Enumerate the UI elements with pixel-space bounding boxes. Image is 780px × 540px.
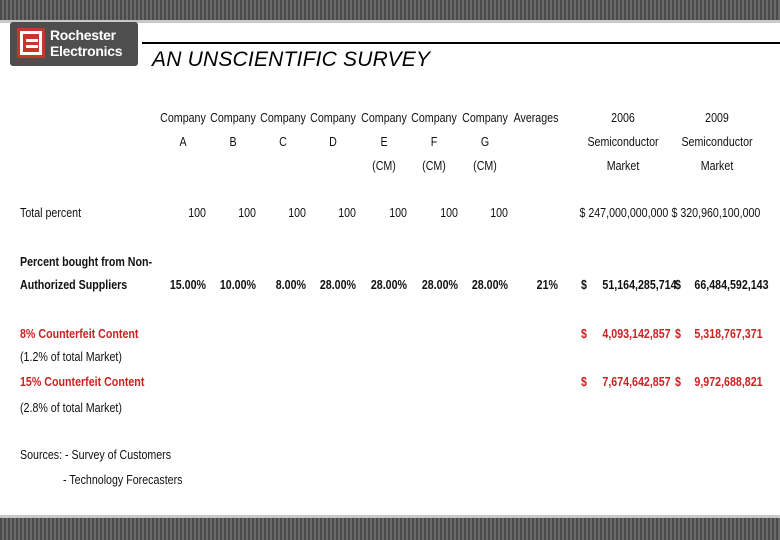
- total-2006-market: $ 247,000,000,000: [579, 205, 669, 220]
- header-2006-market: 2006 Semiconductor Market: [587, 110, 659, 173]
- header-company-f: Company F (CM): [411, 110, 457, 173]
- header-averages: Averages: [513, 110, 559, 125]
- slide-title: AN UNSCIENTIFIC SURVEY: [152, 48, 431, 71]
- row-label-cf8-line2: (1.2% of total Market): [20, 349, 122, 364]
- logo-text-line2: Electronics: [50, 43, 123, 59]
- row-label-cf8-line1: 8% Counterfeit Content: [20, 326, 139, 341]
- header-company-c: Company C: [260, 110, 306, 149]
- nonauth-average: 21%: [536, 277, 558, 292]
- rochester-electronics-logo: [10, 22, 138, 66]
- cf8-2009-market: 5,318,767,371: [694, 326, 763, 341]
- cf15-2006-dollar: $: [581, 374, 587, 389]
- header-company-e: Company E (CM): [361, 110, 407, 173]
- header-company-g: Company G (CM): [462, 110, 508, 173]
- cf15-2009-market: 9,972,688,821: [694, 374, 763, 389]
- nonauth-company-a: 15.00%: [169, 277, 206, 292]
- total-company-d: 100: [338, 205, 356, 220]
- nonauth-company-e: 28.00%: [370, 277, 407, 292]
- nonauth-2006-market: 51,164,285,714: [602, 277, 677, 292]
- cf15-2009-dollar: $: [675, 374, 681, 389]
- cf8-2006-market: 4,093,142,857: [602, 326, 671, 341]
- cf8-2006-dollar: $: [581, 326, 587, 341]
- total-company-g: 100: [490, 205, 508, 220]
- row-label-nonauth-line2: Authorized Suppliers: [20, 277, 128, 292]
- logo-text-line1: Rochester: [50, 27, 116, 43]
- title-rule: [142, 42, 780, 44]
- row-label-total: Total percent: [20, 205, 82, 220]
- header-company-d: Company D: [310, 110, 356, 149]
- nonauth-company-d: 28.00%: [319, 277, 356, 292]
- nonauth-company-c: 8.00%: [275, 277, 306, 292]
- total-company-e: 100: [389, 205, 407, 220]
- total-2009-market: $ 320,960,100,000: [671, 205, 761, 220]
- nonauth-company-b: 10.00%: [219, 277, 256, 292]
- nonauth-company-g: 28.00%: [471, 277, 508, 292]
- cf8-2009-dollar: $: [675, 326, 681, 341]
- row-label-cf15-line2: (2.8% of total Market): [20, 400, 122, 415]
- header-2009-market: 2009 Semiconductor Market: [681, 110, 753, 173]
- nonauth-2006-dollar: $: [581, 277, 587, 292]
- sources-line2: - Technology Forecasters: [63, 472, 183, 487]
- nonauth-2009-market: 66,484,592,143: [694, 277, 769, 292]
- sources-line1: Sources: - Survey of Customers: [20, 447, 172, 462]
- total-company-c: 100: [288, 205, 306, 220]
- header-company-b: Company B: [210, 110, 256, 149]
- row-label-cf15-line1: 15% Counterfeit Content: [20, 374, 145, 389]
- bottom-decorative-band: [0, 518, 780, 540]
- top-decorative-band: [0, 0, 780, 20]
- logo-mark-icon: [17, 28, 45, 58]
- nonauth-company-f: 28.00%: [421, 277, 458, 292]
- nonauth-2009-dollar: $: [675, 277, 681, 292]
- total-company-a: 100: [188, 205, 206, 220]
- header-company-a: Company A: [160, 110, 206, 149]
- total-company-f: 100: [440, 205, 458, 220]
- cf15-2006-market: 7,674,642,857: [602, 374, 671, 389]
- row-label-nonauth-line1: Percent bought from Non-: [20, 254, 153, 269]
- total-company-b: 100: [238, 205, 256, 220]
